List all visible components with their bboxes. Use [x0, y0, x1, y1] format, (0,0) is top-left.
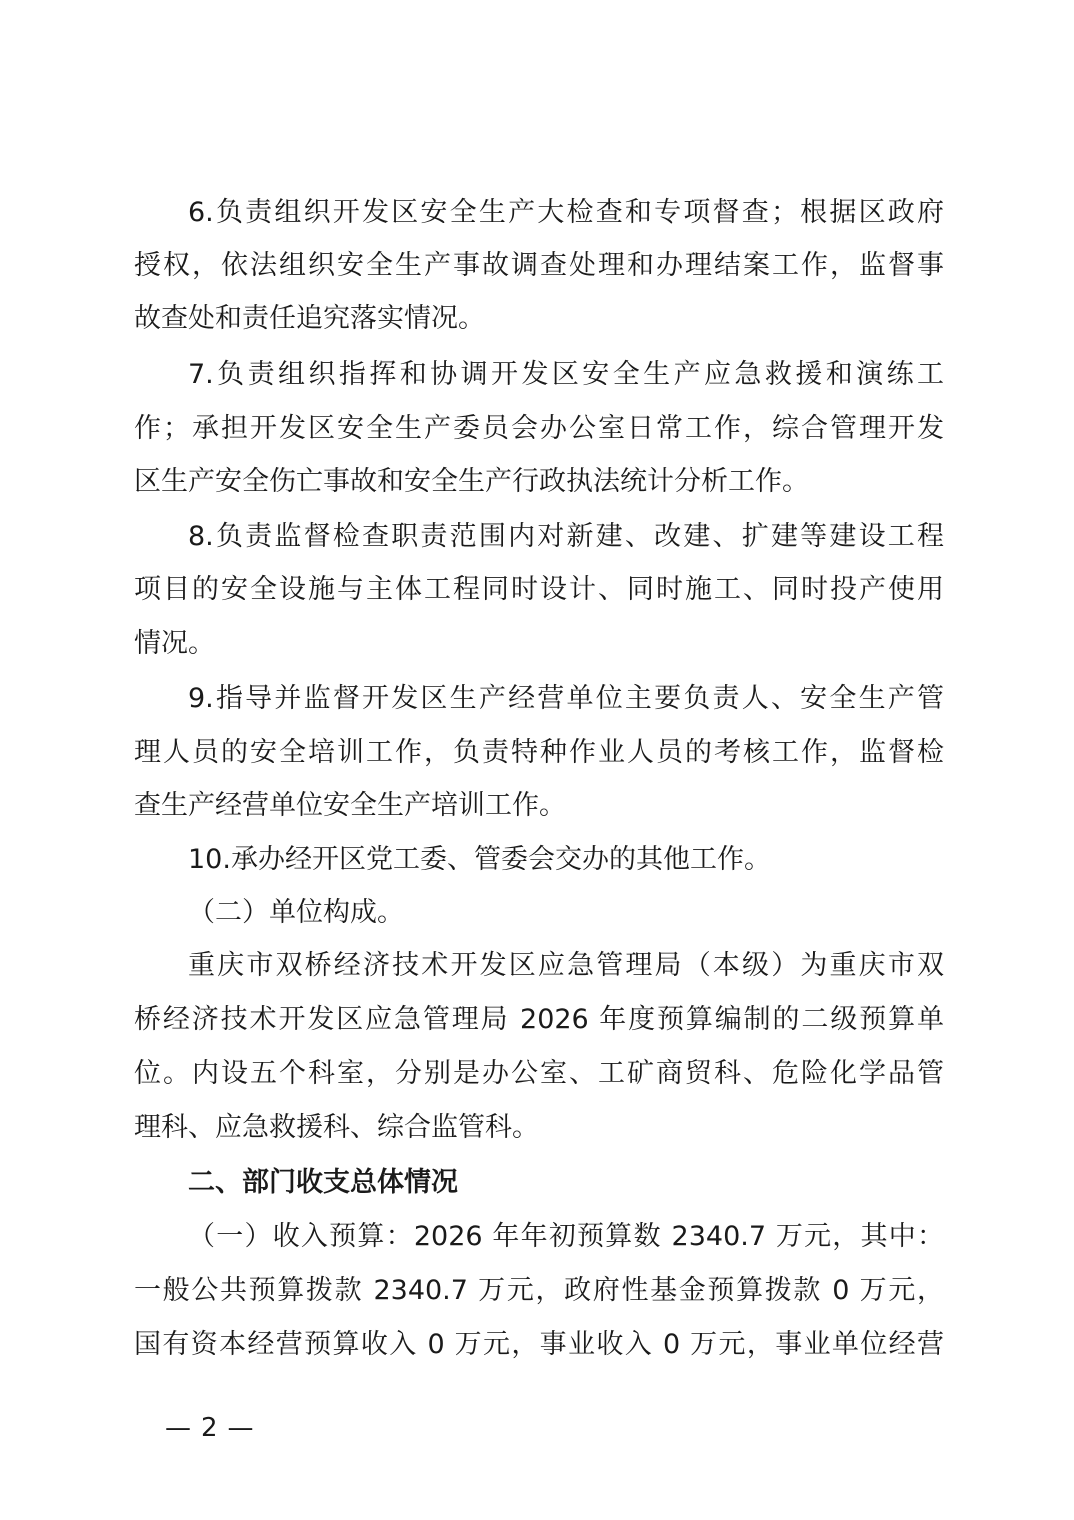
- paragraph-6-line-1: 6.负责组织开发区安全生产大检查和专项督查；根据区政府: [188, 197, 944, 228]
- footer-dash-left: —: [165, 1413, 191, 1443]
- unit-composition-line-3: 位。内设五个科室，分别是办公室、工矿商贸科、危险化学品管: [134, 1058, 944, 1089]
- revenue-budget-line-1: （一）收入预算：2026 年年初预算数 2340.7 万元，其中：: [188, 1221, 944, 1252]
- paragraph-10-line-1: 10.承办经开区党工委、管委会交办的其他工作。: [188, 844, 771, 875]
- paragraph-9-line-2: 理人员的安全培训工作，负责特种作业人员的考核工作，监督检: [134, 737, 944, 768]
- paragraph-7-line-2: 作；承担开发区安全生产委员会办公室日常工作，综合管理开发: [134, 413, 944, 444]
- unit-composition-line-1: 重庆市双桥经济技术开发区应急管理局（本级）为重庆市双: [188, 950, 944, 981]
- paragraph-9-line-1: 9.指导并监督开发区生产经营单位主要负责人、安全生产管: [188, 683, 944, 714]
- paragraph-8-line-2: 项目的安全设施与主体工程同时设计、同时施工、同时投产使用: [134, 574, 944, 605]
- paragraph-6-line-2: 授权，依法组织安全生产事故调查处理和办理结案工作，监督事: [134, 250, 944, 281]
- paragraph-7-line-1: 7.负责组织指挥和协调开发区安全生产应急救援和演练工: [188, 359, 944, 390]
- paragraph-8-line-3: 情况。: [134, 628, 215, 659]
- revenue-budget-line-2: 一般公共预算拨款 2340.7 万元，政府性基金预算拨款 0 万元，: [134, 1275, 944, 1306]
- unit-composition-line-2: 桥经济技术开发区应急管理局 2026 年度预算编制的二级预算单: [134, 1004, 944, 1035]
- paragraph-8-line-1: 8.负责监督检查职责范围内对新建、改建、扩建等建设工程: [188, 521, 944, 552]
- page-footer: [165, 1410, 254, 1446]
- revenue-budget-line-3: 国有资本经营预算收入 0 万元，事业收入 0 万元，事业单位经营: [134, 1329, 944, 1360]
- paragraph-7-line-3: 区生产安全伤亡事故和安全生产行政执法统计分析工作。: [134, 466, 809, 497]
- paragraph-9-line-3: 查生产经营单位安全生产培训工作。: [134, 790, 566, 821]
- unit-composition-line-4: 理科、应急救援科、综合监管科。: [134, 1112, 539, 1143]
- page-number: 2: [201, 1413, 218, 1443]
- footer-dash-right: —: [227, 1413, 254, 1443]
- subsection-heading-unit-composition: （二）单位构成。: [188, 897, 404, 928]
- paragraph-6-line-3: 故查处和责任追究落实情况。: [134, 303, 485, 334]
- section-heading-revenue-expenditure: 二、部门收支总体情况: [188, 1167, 458, 1198]
